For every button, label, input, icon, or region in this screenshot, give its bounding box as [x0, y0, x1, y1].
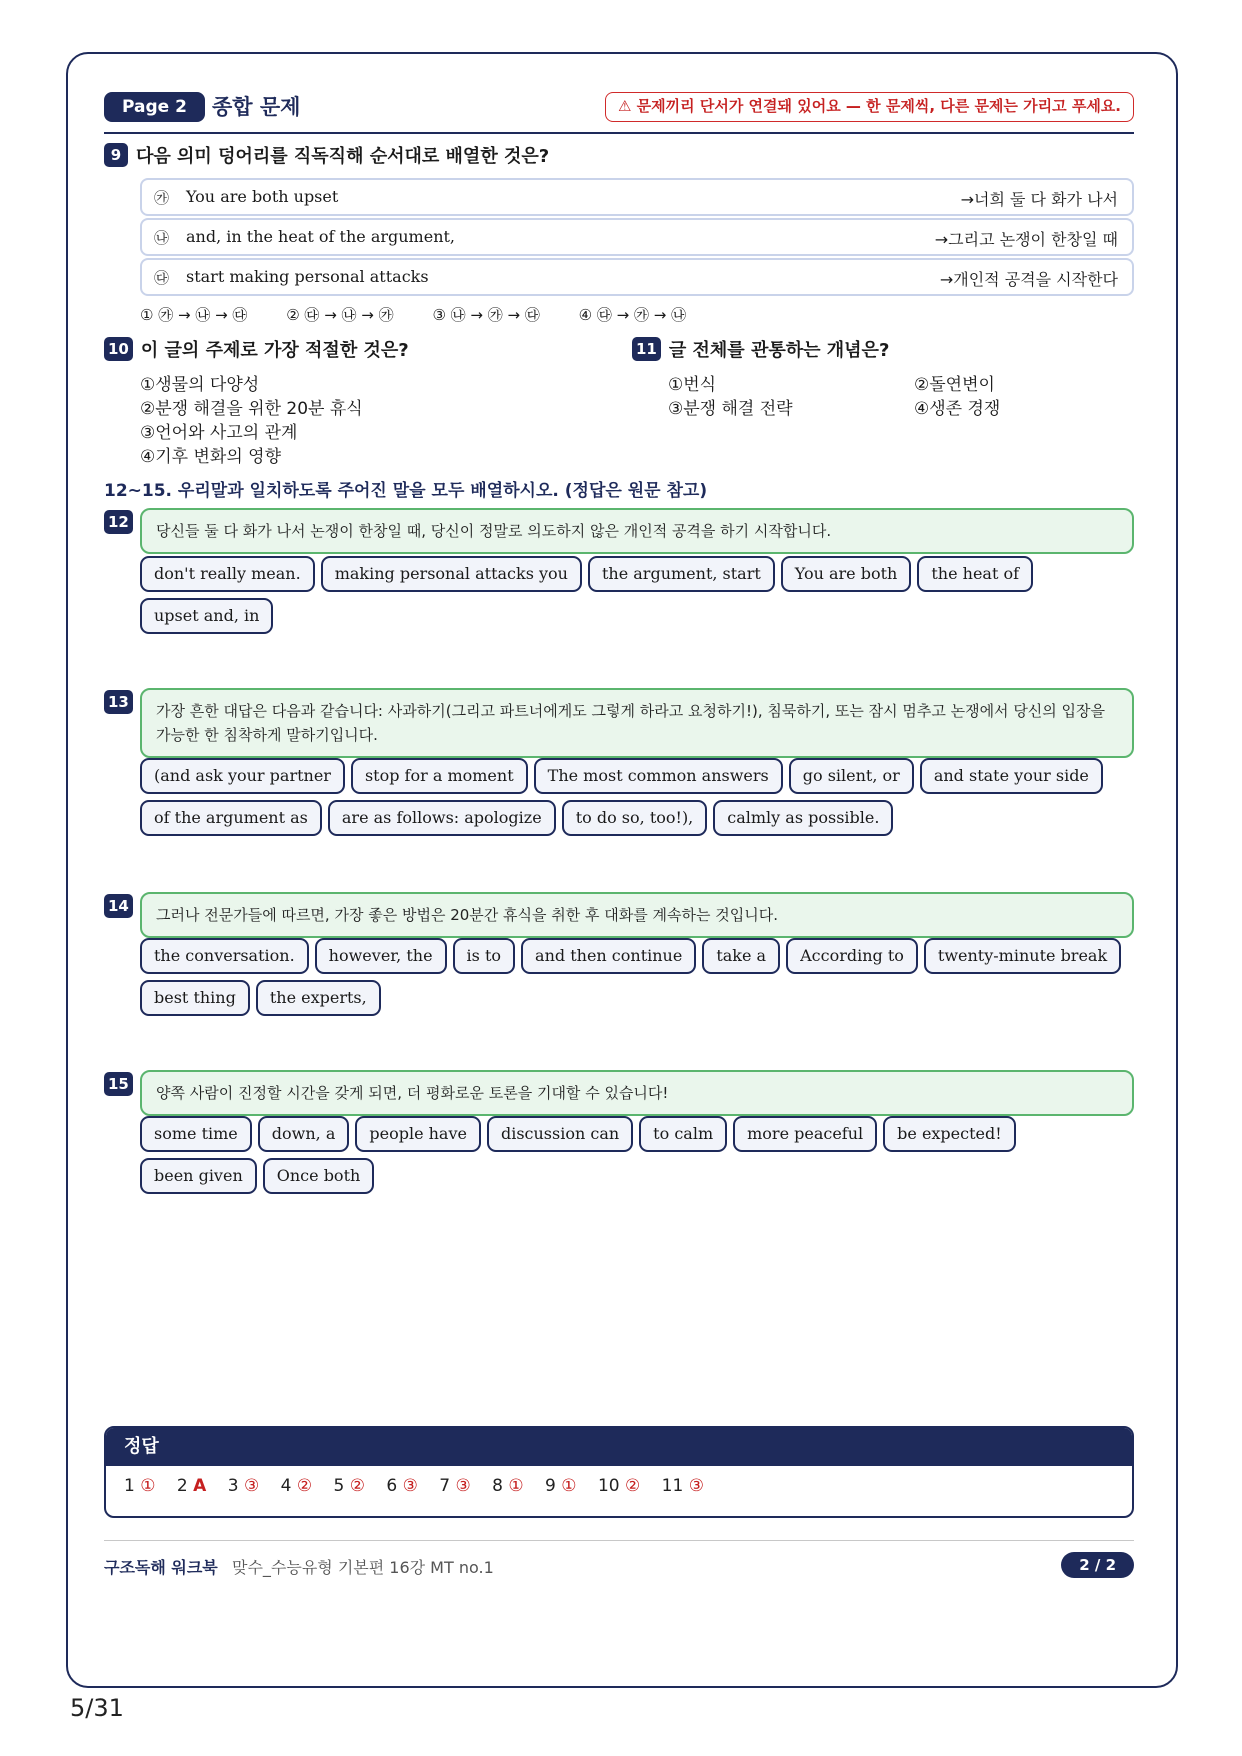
option-1[interactable]: ① ㉮ → ㉯ → ㉰: [140, 306, 248, 324]
answer-item: 1 ①: [124, 1476, 156, 1496]
word-token[interactable]: making personal attacks you: [321, 556, 582, 592]
word-token[interactable]: Once both: [263, 1158, 375, 1194]
word-bank: [140, 938, 1134, 1016]
answer-item: 3 ③: [227, 1476, 260, 1496]
chunk-korean: →너희 둘 다 화가 나서: [960, 190, 1118, 209]
option-2[interactable]: ② ㉰ → ㉯ → ㉮: [286, 306, 394, 324]
word-token[interactable]: best thing: [140, 980, 250, 1016]
option-2[interactable]: ②분쟁 해결을 위한 20분 휴식: [140, 399, 363, 419]
chunk-item: [140, 258, 1134, 296]
word-token[interactable]: been given: [140, 1158, 257, 1194]
word-token[interactable]: discussion can: [487, 1116, 633, 1152]
question-10-heading: [104, 336, 409, 362]
word-token[interactable]: are as follows: apologize: [328, 800, 556, 836]
question-number: 9: [104, 143, 128, 167]
word-token[interactable]: and then continue: [521, 938, 696, 974]
question-number: 11: [632, 337, 661, 361]
section-title: 종합 문제: [212, 95, 301, 119]
question-text: 이 글의 주제로 가장 적절한 것은?: [140, 340, 409, 361]
question-11-heading: [632, 336, 889, 362]
answer-item: 8 ①: [492, 1476, 524, 1496]
word-token[interactable]: be expected!: [883, 1116, 1016, 1152]
answer-item: 11 ③: [661, 1476, 704, 1496]
word-token[interactable]: The most common answers: [534, 758, 783, 794]
word-token[interactable]: the experts,: [256, 980, 381, 1016]
answer-item: 10 ②: [597, 1476, 641, 1496]
word-token[interactable]: upset and, in: [140, 598, 273, 634]
page-badge: Page 2: [104, 92, 205, 122]
word-token[interactable]: According to: [786, 938, 918, 974]
word-token[interactable]: however, the: [315, 938, 447, 974]
korean-sentence: 양쪽 사람이 진정할 시간을 갖게 되면, 더 평화로운 토론을 기대할 수 있습니다!: [140, 1070, 1134, 1116]
arrange-instruction: 12~15. 우리말과 일치하도록 주어진 말을 모두 배열하시오. (정답은 원문 참고): [104, 481, 708, 501]
option-4[interactable]: ④ ㉰ → ㉮ → ㉯: [578, 306, 687, 324]
word-bank: [140, 556, 1134, 634]
word-token[interactable]: more peaceful: [733, 1116, 877, 1152]
question-number: 13: [104, 690, 133, 714]
answer-key: [104, 1426, 1134, 1518]
word-token[interactable]: take a: [702, 938, 780, 974]
word-token[interactable]: to do so, too!),: [562, 800, 708, 836]
word-token[interactable]: the argument, start: [588, 556, 775, 592]
footer-page-badge: 2 / 2: [1061, 1552, 1134, 1578]
word-token[interactable]: to calm: [639, 1116, 727, 1152]
answer-list: [106, 1466, 1132, 1496]
answer-item: 6 ③: [386, 1476, 418, 1496]
word-token[interactable]: You are both: [781, 556, 912, 592]
korean-sentence: 그러나 전문가들에 따르면, 가장 좋은 방법은 20분간 휴식을 취한 후 대화를 계속하는 것입니다.: [140, 892, 1134, 938]
word-token[interactable]: of the argument as: [140, 800, 322, 836]
question-number: 10: [104, 337, 133, 361]
option-1[interactable]: ①번식: [668, 375, 717, 395]
question-9-heading: [104, 142, 549, 168]
option-3[interactable]: ③분쟁 해결 전략: [668, 399, 793, 419]
question-number: 14: [104, 894, 133, 918]
word-token[interactable]: people have: [355, 1116, 481, 1152]
word-bank: [140, 758, 1134, 836]
chunk-english: start making personal attacks: [186, 267, 429, 286]
chunk-label: ㉯: [154, 229, 170, 247]
footer-brand: 구조독해 워크북: [104, 1558, 218, 1577]
option-3[interactable]: ③언어와 사고의 관계: [140, 423, 298, 443]
word-bank: [140, 1116, 1134, 1194]
option-2[interactable]: ②돌연변이: [914, 375, 995, 395]
option-4[interactable]: ④생존 경쟁: [914, 399, 1001, 419]
answer-key-title: 정답: [106, 1428, 1132, 1466]
answer-item: 5 ②: [333, 1476, 365, 1496]
word-token[interactable]: go silent, or: [789, 758, 914, 794]
word-token[interactable]: (and ask your partner: [140, 758, 345, 794]
answer-item: 2 A: [176, 1476, 207, 1496]
chunk-item: [140, 218, 1134, 256]
korean-sentence: 가장 흔한 대답은 다음과 같습니다: 사과하기(그리고 파트너에게도 그렇게 하라고 요청하기!), 침묵하기, 또는 잠시 멈추고 논쟁에서 당신의 입장을 가능한 한 침착하게 말하기입니다.: [140, 688, 1134, 758]
question-number: 12: [104, 510, 133, 534]
document-page-counter: 5/31: [70, 1694, 124, 1722]
chunk-label: ㉰: [154, 269, 170, 287]
worksheet-page: [66, 52, 1178, 1688]
warning-banner: ⚠ 문제끼리 단서가 연결돼 있어요 — 한 문제씩, 다른 문제는 가리고 푸세요.: [605, 92, 1134, 122]
word-token[interactable]: the heat of: [917, 556, 1033, 592]
question-text: 글 전체를 관통하는 개념은?: [668, 340, 890, 361]
korean-sentence: 당신들 둘 다 화가 나서 논쟁이 한창일 때, 당신이 정말로 의도하지 않은 개인적 공격을 하기 시작합니다.: [140, 508, 1134, 554]
question-text: 다음 의미 덩어리를 직독직해 순서대로 배열한 것은?: [136, 146, 550, 167]
word-token[interactable]: some time: [140, 1116, 252, 1152]
chunk-item: [140, 178, 1134, 216]
word-token[interactable]: don't really mean.: [140, 556, 315, 592]
chunk-korean: →개인적 공격을 시작한다: [939, 270, 1118, 289]
word-token[interactable]: twenty-minute break: [924, 938, 1121, 974]
word-token[interactable]: the conversation.: [140, 938, 309, 974]
word-token[interactable]: down, a: [258, 1116, 350, 1152]
footer-subtitle: 맞수_수능유형 기본편 16강 MT no.1: [232, 1558, 494, 1577]
answer-item: 7 ③: [439, 1476, 471, 1496]
word-token[interactable]: stop for a moment: [351, 758, 528, 794]
page-header: [104, 90, 1134, 128]
header-divider: [104, 132, 1134, 134]
chunk-korean: →그리고 논쟁이 한창일 때: [934, 230, 1118, 249]
page-footer: [104, 1552, 1134, 1582]
answer-item: 4 ②: [280, 1476, 313, 1496]
word-token[interactable]: and state your side: [920, 758, 1103, 794]
option-4[interactable]: ④기후 변화의 영향: [140, 447, 282, 467]
footer-divider: [104, 1540, 1134, 1541]
chunk-english: and, in the heat of the argument,: [186, 227, 456, 246]
word-token[interactable]: is to: [453, 938, 515, 974]
answer-item: 9 ①: [545, 1476, 577, 1496]
chunk-english: You are both upset: [186, 187, 339, 206]
chunk-label: ㉮: [154, 189, 170, 207]
option-1[interactable]: ①생물의 다양성: [140, 375, 260, 395]
question-9-options: [140, 304, 720, 325]
question-number: 15: [104, 1072, 133, 1096]
option-3[interactable]: ③ ㉯ → ㉮ → ㉰: [432, 306, 540, 324]
word-token[interactable]: calmly as possible.: [713, 800, 893, 836]
